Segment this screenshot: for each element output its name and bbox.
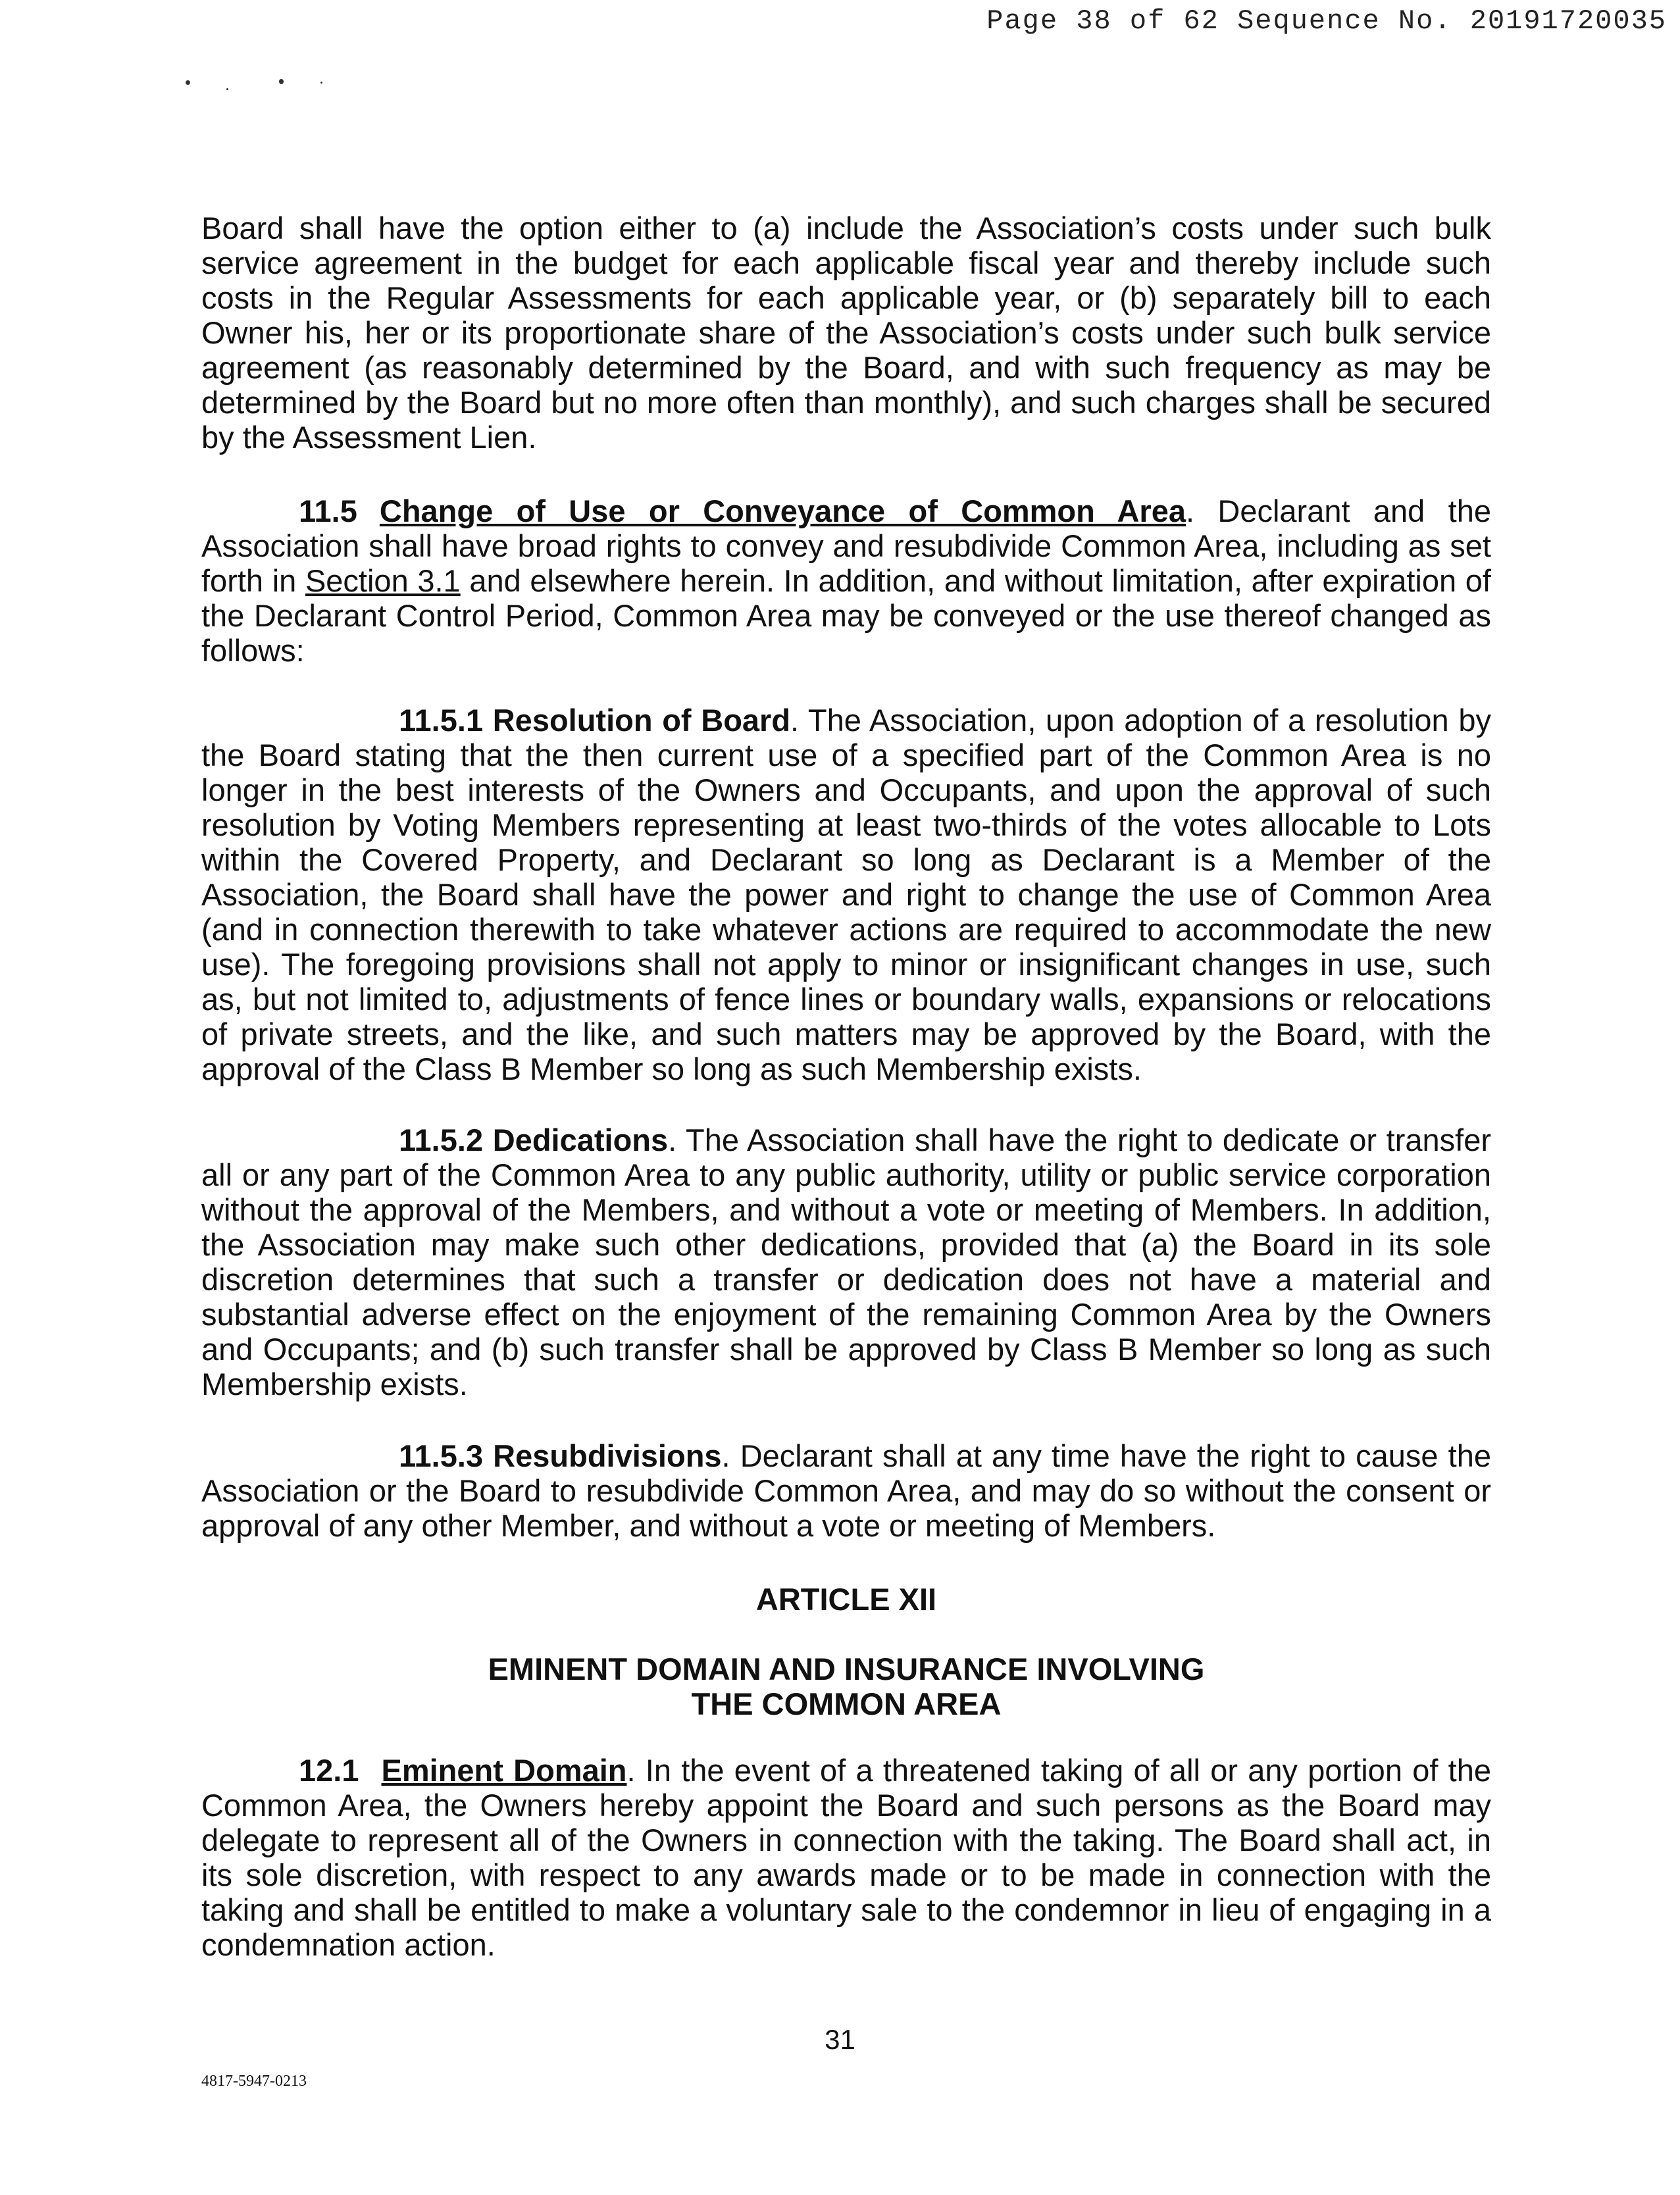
section-text: . In the event of a threatened taking of all or any portion of the Common Area, the Owners hereby appoint the Board and such persons as the Board may delegate to represent all of the Owners in connection with the taking. The Board shall act, in its sole discretion, with respect to any awards made or to be made in connection with the taking and shall be entitled to make a voluntary sale to the condemnor in lieu of engaging in a condemnation action. bbox=[201, 1753, 1491, 1962]
scan-specks bbox=[186, 72, 344, 99]
section-text: . The Association, upon adoption of a resolution by the Board stating that the then current use of a specified part of the Common Area is no longer in the best interests of the Owners and Occupants, and upon the approval of such resolution by Voting Members representing at least two-thirds of the votes allocable to Lots within the Covered Property, and Declarant so long as Declarant is a Member of the Association, the Board shall have the power and right to change the use of Common Area (and in connection therewith to take whatever actions are required to accommodate the new use). The foregoing provisions shall not apply to minor or insignificant changes in use, such as, but not limited to, adjustments of fence lines or boundary walls, expansions or relocations of private streets, and the like, and such matters may be approved by the Board, with the approval of the Class B Member so long as such Membership exists. bbox=[201, 703, 1491, 1086]
scan-speck bbox=[279, 79, 284, 84]
section-11-5-3 bbox=[201, 1438, 1491, 1543]
article-subtitle-line1: EMINENT DOMAIN AND INSURANCE INVOLVING bbox=[488, 1652, 1205, 1686]
document-id: 4817-5947-0213 bbox=[201, 2073, 307, 2090]
section-text: . Declarant and the Association shall have broad rights to convey and resubdivide Common Area, including as set forth in bbox=[201, 493, 1491, 598]
section-11-5 bbox=[201, 493, 1491, 668]
scan-speck bbox=[320, 82, 322, 84]
page-number: 31 bbox=[825, 2024, 855, 2055]
section-text: . The Association shall have the right to dedicate or transfer all or any part of the Common Area to any public authority, utility or public service corporation without the approval of the Members, and without a vote or meeting of Members. In addition, the Association may make such other dedications, provided that (a) the Board in its sole discretion determines that such a transfer or dedication does not have a material and substantial adverse effect on the enjoyment of the remaining Common Area by the Owners and Occupants; and (b) such transfer shall be approved by Class B Member so long as such Membership exists. bbox=[201, 1123, 1491, 1401]
section-text: . Declarant shall at any time have the right to cause the Association or the Board to resubdivide Common Area, and may do so without the consent or approval of any other Member, and without a vote or meeting of Members. bbox=[201, 1438, 1491, 1543]
section-11-5-1 bbox=[201, 703, 1491, 1086]
section-heading: 11.5.1 Resolution of Board bbox=[399, 703, 791, 738]
section-11-5-2 bbox=[201, 1123, 1491, 1401]
paragraph-bulk-service: Board shall have the option either to (a) include the Association’s costs under such bulk service agreement in the budget for each applicable fiscal year and thereby include such costs in the Regular Assessments for each applicable year, or (b) separately bill to each Owner his, her or its proportionate share of the Association’s costs under such bulk service agreement (as reasonably determined by the Board, and with such frequency as may be determined by the Board but no more often than monthly), and such charges shall be secured by the Assessment Lien. bbox=[201, 211, 1491, 455]
section-heading: 11.5.2 Dedications bbox=[399, 1123, 669, 1157]
article-subtitle-line2: THE COMMON AREA bbox=[691, 1686, 1002, 1721]
section-heading: 11.5.3 Resubdivisions bbox=[399, 1438, 722, 1473]
sequence-header: Page 38 of 62 Sequence No. 20191720035 bbox=[986, 5, 1667, 37]
section-number: 11.5 bbox=[299, 493, 357, 528]
scan-speck bbox=[186, 80, 190, 85]
scan-speck bbox=[226, 88, 228, 90]
section-title: Change of Use or Conveyance of Common Area bbox=[379, 493, 1186, 528]
article-title: ARTICLE XII bbox=[755, 1582, 937, 1617]
section-text: and elsewhere herein. In addition, and without limitation, after expiration of the Declarant Control Period, Common Area may be conveyed or the use thereof changed as follows: bbox=[201, 563, 1491, 668]
section-title: Eminent Domain bbox=[381, 1753, 627, 1788]
section-number: 12.1 bbox=[299, 1753, 359, 1788]
section-3-1-reference: Section 3.1 bbox=[305, 563, 461, 598]
section-12-1 bbox=[201, 1753, 1491, 1962]
